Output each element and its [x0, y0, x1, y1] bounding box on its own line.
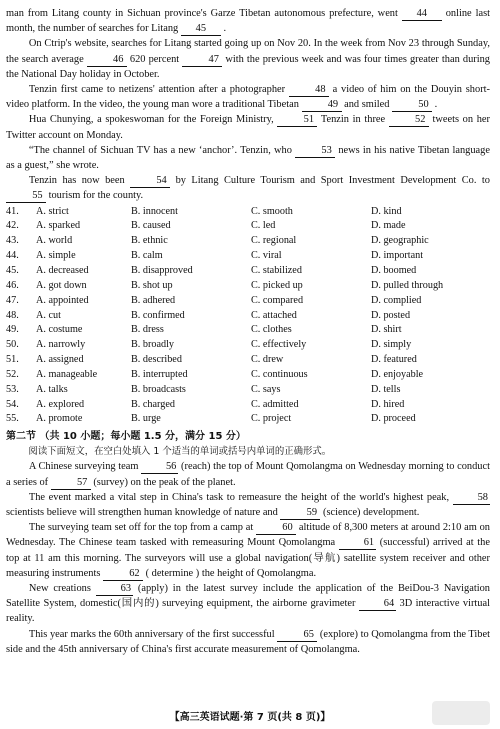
passage2-paragraph-3: The surveying team set off for the top from a camp at 60 altitude of 8,300 meters at around 2:10 am on Wednesday. The Chinese team tasked with remeasuring Mount Qomolangma 61 (successful) arrived at the top at 11 am this morning. The surveyors will use a global navigation(导航) satellite system receiver and other measuring instruments 62 ( determine ) the height of Qomolangma.: [6, 522, 490, 579]
blank-60: 60: [256, 522, 296, 535]
blank-46: 46: [87, 54, 127, 67]
option-row: [6, 249, 490, 264]
option-row: [6, 383, 490, 398]
option-a: A. sparked: [36, 220, 81, 232]
option-c: C. picked up: [251, 279, 303, 291]
passage2-paragraph-2: The event marked a vital step in China's task to remeasure the height of the world's highest peak, 58 scientists believe will strengthen human knowledge of nature and 59 (science) development.: [6, 491, 488, 518]
option-row: [6, 309, 490, 324]
blank-59: 59: [280, 507, 320, 520]
option-b: B. charged: [131, 398, 175, 410]
option-a: A. world: [36, 235, 73, 247]
option-d: D. complied: [371, 294, 422, 306]
option-c: C. regional: [251, 235, 297, 247]
blank-55: 55: [6, 190, 46, 203]
option-d: D. featured: [371, 354, 417, 366]
question-number: 50.: [6, 339, 19, 351]
question-number: 53.: [6, 383, 19, 395]
blank-51: 51: [277, 114, 317, 127]
blank-56: 56: [141, 461, 178, 474]
question-number: 45.: [6, 265, 19, 277]
option-d: D. posted: [371, 309, 411, 321]
question-number: 43.: [6, 235, 19, 247]
option-a: A. appointed: [36, 294, 89, 306]
question-number: 54.: [6, 398, 19, 410]
section2-title: 第二节 （共 10 小题；每小题 1.5 分，满分 15 分）: [6, 431, 246, 443]
option-b: B. broadcasts: [131, 383, 186, 395]
option-d: D. shirt: [371, 324, 402, 336]
option-b: B. confirmed: [131, 309, 185, 321]
passage1-paragraph-5: “The channel of Sichuan TV has a new ‘anchor’. Tenzin, who 53 news in his native Tibetan language as a guest,” she wrote.: [6, 144, 490, 172]
option-a: A. manageable: [36, 368, 98, 380]
passage2-paragraph-5: This year marks the 60th anniversary of the first successful 65 (explore) to Qomolangma from the Tibet side and the 45th anniversary of China's first accurate measurement of Qomolangma.: [6, 628, 490, 655]
blank-52: 52: [389, 114, 429, 127]
question-number: 47.: [6, 294, 19, 306]
blank-47: 47: [182, 54, 222, 67]
blank-65: 65: [277, 629, 317, 642]
blank-45: 45: [181, 23, 221, 36]
question-number: 42.: [6, 220, 19, 232]
option-row: [6, 234, 490, 249]
option-a: A. narrowly: [36, 339, 86, 351]
option-c: C. clothes: [251, 324, 292, 336]
option-a: A. assigned: [36, 354, 84, 366]
option-row: [6, 279, 490, 294]
option-b: B. innocent: [131, 205, 178, 217]
option-a: A. talks: [36, 383, 68, 395]
option-d: D. boomed: [371, 265, 417, 277]
blank-49: 49: [302, 99, 342, 112]
question-number: 49.: [6, 324, 19, 336]
option-b: B. interrupted: [131, 368, 188, 380]
option-a: A. simple: [36, 250, 76, 262]
blank-53: 53: [295, 145, 335, 158]
passage1-paragraph-3: Tenzin first came to netizens' attention after a photographer 48 a video of him on the Douyin short-video platform. In the video, the young man wore a traditional Tibetan 49 and smiled 50 .: [6, 84, 491, 111]
option-d: D. tells: [371, 383, 401, 395]
question-number: 48.: [6, 309, 19, 321]
option-a: A. got down: [36, 279, 87, 291]
option-b: B. dress: [131, 324, 164, 336]
blank-54: 54: [130, 175, 170, 188]
option-a: A. costume: [36, 324, 83, 336]
option-row: [6, 412, 490, 427]
option-row: [6, 398, 490, 413]
option-d: D. proceed: [371, 413, 416, 425]
option-c: C. smooth: [251, 205, 293, 217]
option-b: B. adhered: [131, 294, 176, 306]
passage1-paragraph-2: On Ctrip's website, searches for Litang started going up on Nov 20. In the week from Nov 23 through Sunday, the search average 46 620 percent 47 with the previous week and was four times greater than during the National Day holiday in October.: [6, 38, 491, 80]
option-c: C. led: [251, 220, 276, 232]
option-a: A. cut: [36, 309, 61, 321]
option-row: [6, 323, 490, 338]
question-number: 52.: [6, 368, 19, 380]
option-d: D. hired: [371, 398, 405, 410]
option-b: B. disapproved: [131, 265, 193, 277]
blank-63: 63: [96, 583, 133, 596]
option-c: C. effectively: [251, 339, 307, 351]
option-b: B. caused: [131, 220, 171, 232]
passage2-paragraph-1: A Chinese surveying team 56 (reach) the top of Mount Qomolangma on Wednesday morning to conduct a series of 57 (survey) on the peak of the planet.: [6, 461, 491, 488]
blank-44: 44: [402, 8, 442, 21]
option-c: C. says: [251, 383, 281, 395]
option-c: C. compared: [251, 294, 304, 306]
question-number: 41.: [6, 205, 19, 217]
option-d: D. important: [371, 250, 424, 262]
option-b: B. shot up: [131, 279, 173, 291]
option-c: C. project: [251, 413, 292, 425]
question-number: 55.: [6, 413, 19, 425]
option-a: A. decreased: [36, 265, 89, 277]
option-row: [6, 219, 490, 234]
blank-62: 62: [103, 568, 143, 581]
option-a: A. strict: [36, 205, 69, 217]
option-c: C. stabilized: [251, 265, 302, 277]
passage1-paragraph-1: man from Litang county in Sichuan province's Garze Tibetan autonomous prefecture, went 44 online last month, the number of searches for Litang 45 .: [6, 8, 490, 35]
option-row: [6, 353, 490, 368]
blank-57: 57: [51, 477, 91, 490]
passage1-paragraph-6: Tenzin has now been 54 by Litang Culture Tourism and Sport Investment Development Co. to 55 tourism for the county.: [6, 173, 490, 203]
option-c: C. drew: [251, 354, 284, 366]
option-c: C. continuous: [251, 368, 308, 380]
question-number: 46.: [6, 279, 19, 291]
passage2-paragraph-4: New creations 63 (apply) in the latest survey include the application of the BeiDou-3 Navigation Satellite System, domestic(国内的) surveying equipment, the airborne gravimeter 64 3D interactive virtual reality.: [6, 582, 490, 625]
page-footer: 【高三英语试题·第 7 页(共 8 页)】: [169, 712, 331, 723]
question-number: 44.: [6, 250, 19, 262]
option-b: B. calm: [131, 250, 163, 262]
blank-50: 50: [392, 99, 432, 112]
option-row: [6, 338, 490, 353]
option-b: B. described: [131, 354, 182, 366]
option-b: B. urge: [131, 413, 161, 425]
option-row: [6, 294, 490, 309]
option-b: B. ethnic: [131, 235, 168, 247]
corner-logo: [432, 701, 490, 725]
option-row: [6, 368, 490, 383]
option-c: C. viral: [251, 250, 282, 262]
question-number: 51.: [6, 354, 19, 366]
option-a: A. promote: [36, 413, 83, 425]
option-a: A. explored: [36, 398, 85, 410]
option-b: B. broadly: [131, 339, 175, 351]
blank-58: 58: [453, 492, 490, 505]
option-d: D. enjoyable: [371, 368, 424, 380]
option-c: C. admitted: [251, 398, 299, 410]
passage1-paragraph-4: Hua Chunying, a spokeswoman for the Foreign Ministry, 51 Tenzin in three 52 tweets on her Twitter account on Monday.: [6, 114, 490, 141]
blank-61: 61: [339, 537, 376, 550]
option-d: D. kind: [371, 205, 402, 217]
option-d: D. geographic: [371, 235, 429, 247]
blank-48: 48: [289, 84, 329, 97]
section2-instructions: 阅读下面短文，在空白处填入 1 个适当的单词或括号内单词的正确形式。: [28, 446, 332, 458]
option-row: [6, 205, 490, 220]
option-d: D. simply: [371, 339, 412, 351]
option-d: D. pulled through: [371, 279, 444, 291]
option-c: C. attached: [251, 309, 297, 321]
blank-64: 64: [359, 598, 396, 611]
option-d: D. made: [371, 220, 406, 232]
options-table: [6, 205, 490, 428]
option-row: [6, 264, 490, 279]
